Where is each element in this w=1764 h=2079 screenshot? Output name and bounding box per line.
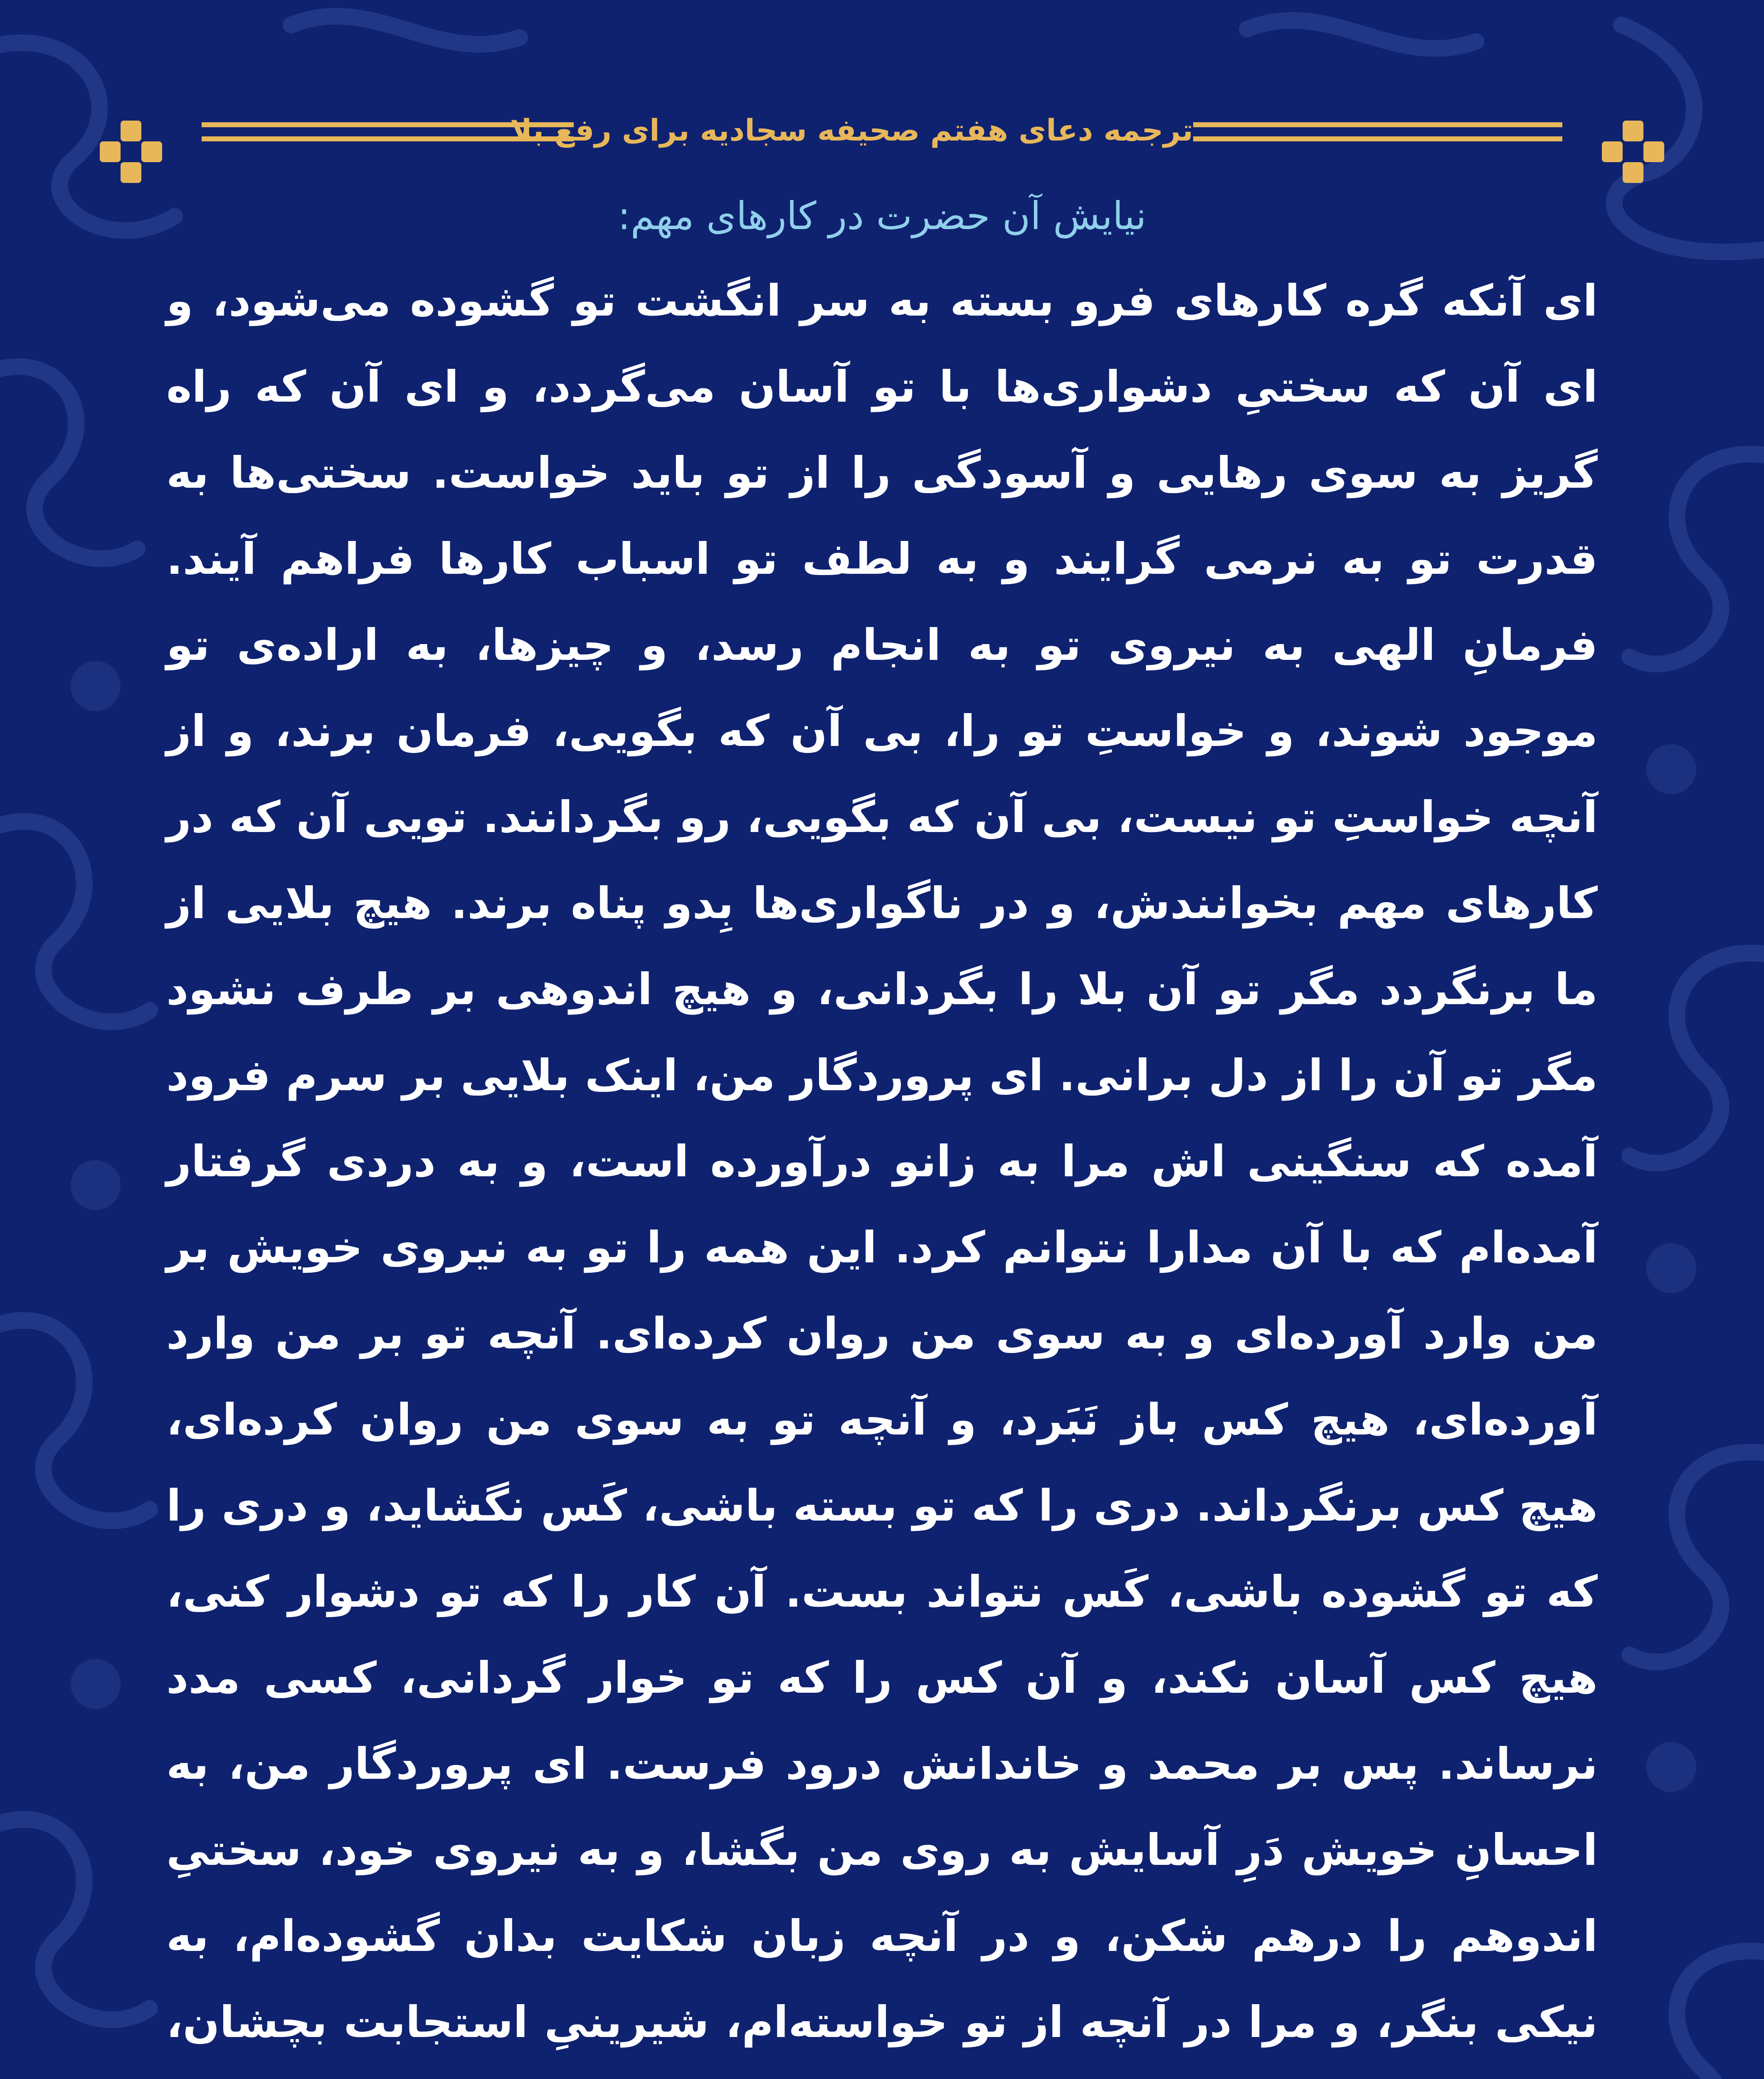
page-title: ترجمه دعای هفتم صحیفه سجادیه برای رفع بلا (510, 113, 1193, 148)
page-subtitle: نیایش آن حضرت در کارهای مهم: (617, 194, 1147, 238)
quatrefoil-ornament-icon (96, 116, 166, 187)
quatrefoil-ornament-icon (1598, 116, 1668, 187)
prayer-body-text: ای آنکه گره کارهای فرو بسته به سر انگشت تو گشوده می‌شود، و ای آن که سختیِ دشواری‌ها با تو آسان می‌گردد، و ای آن که راه گریز به سوی رهایی و آسودگی را از تو باید خواست. سختی‌ها به قدرت تو به نرمی گرایند و به لطف تو اسباب کارها فراهم آیند. فرمانِ الهی به نیروی تو به انجام رسد، و چیزها، به اراده‌ی تو موجود شوند، و خواستِ تو را، بی آن که بگویی، فرمان برند، و از آنچه خواستِ تو نیست، بی آن که بگویی، رو بگردانند. تویی آن که در کارهای مهم بخوانندش، و در ناگواری‌ها بِدو پناه برند. هیچ بلایی از ما برنگردد مگر تو آن بلا را بگردانی، و هیچ اندوهی بر طرف نشود مگر تو آن را از دل برانی. ای پروردگار من، اینک بلایی بر سرم فرود آمده که سنگینی اش مرا به زانو درآورده است، و به دردی گرفتار آمده‌ام که با آن مدارا نتوانم کرد. این همه را تو به نیروی خویش بر من وارد آورده‌ای و به سوی من روان کرده‌ای. آنچه تو بر من وارد آورده‌ای، هیچ کس باز نَبَرد، و آنچه تو به سوی من روان کرده‌ای، هیچ کس برنگرداند. دری را که تو بسته باشی، کَس نگشاید، و دری را که تو گشوده باشی، کَس نتواند بست. آن کار را که تو دشوار کنی، هیچ کس آسان نکند، و آن کس را که تو خوار گردانی، کسی مدد نرساند. پس بر محمد و خاندانش درود فرست. ای پروردگار من، به احسانِ خویش دَرِ آسایش به روی من بگشا، و به نیروی خود، سختیِ اندوهم را درهم شکن، و در آنچه زبان شکایت بدان گشوده‌ام، به نیکی بنگر، و مرا در آنچه از تو خواسته‌ام، شیرینیِ استجابت بچشان، (166, 275, 1598, 2047)
